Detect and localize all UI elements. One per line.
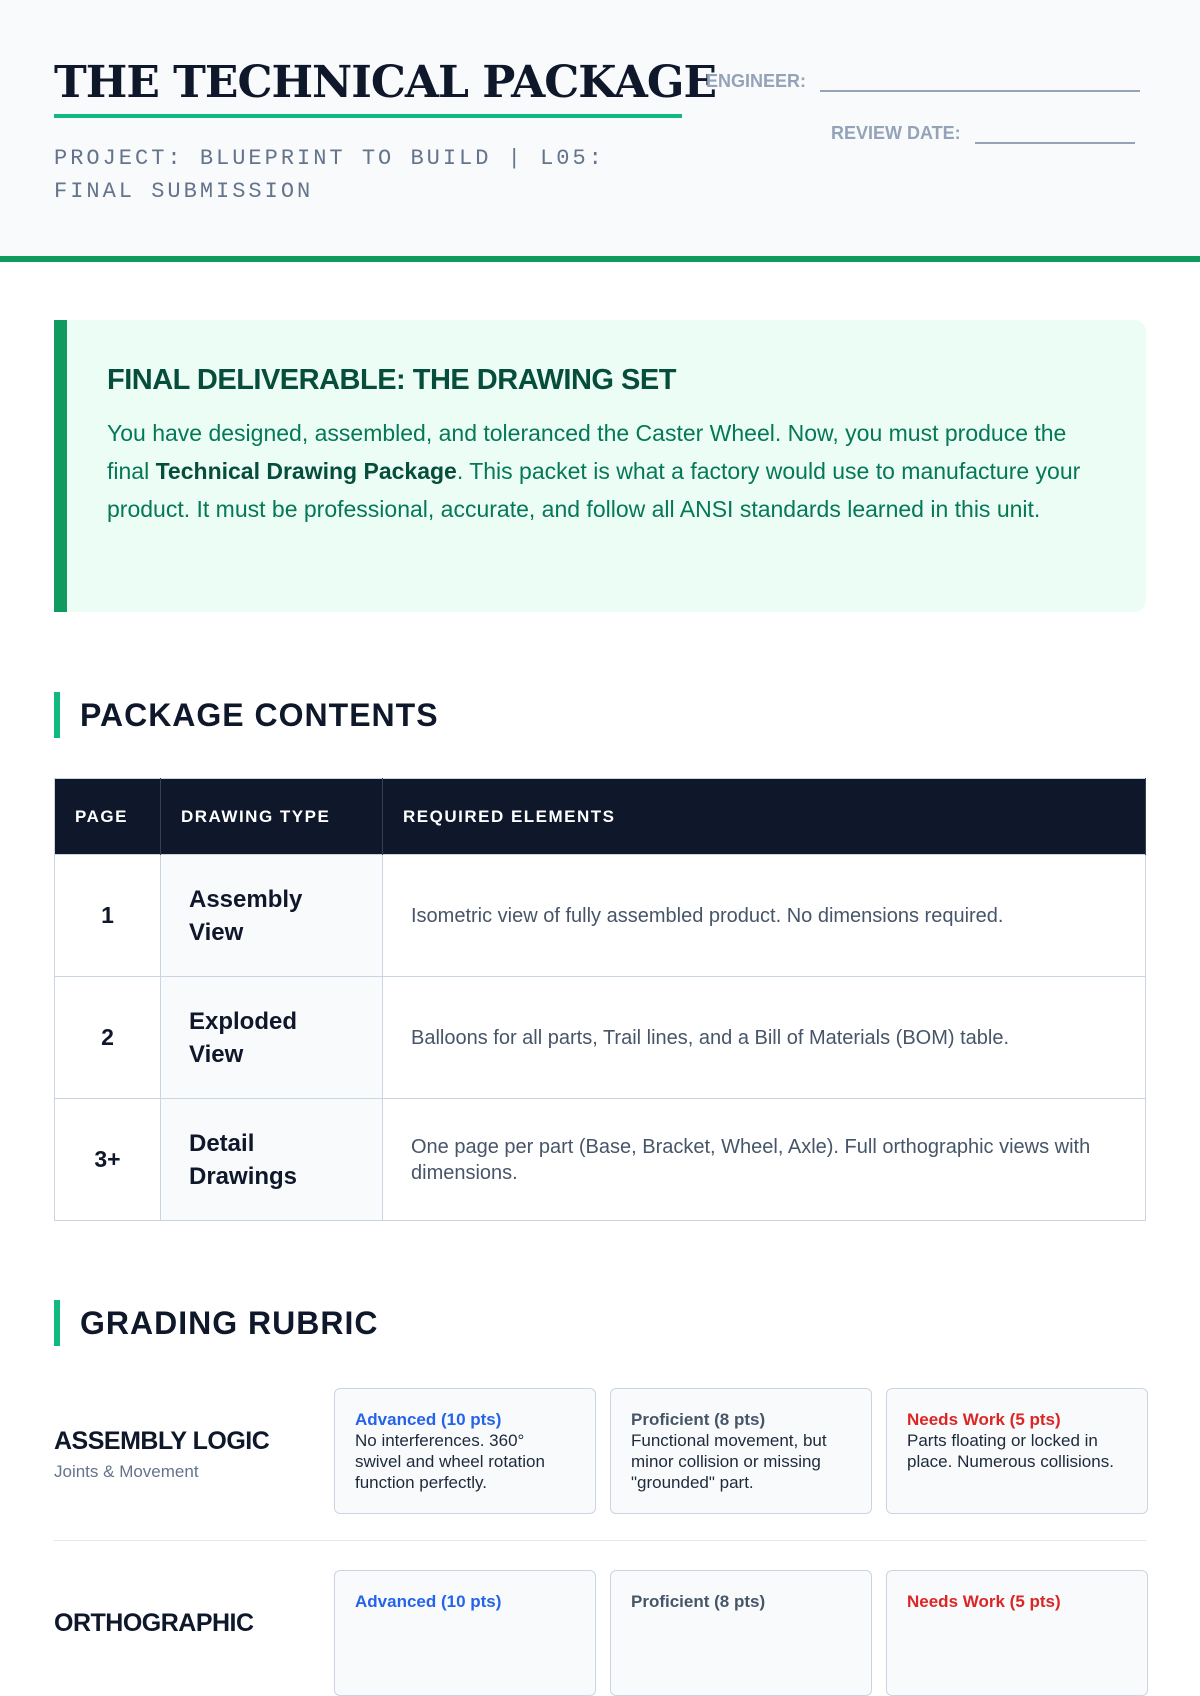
criterion-name: ASSEMBLY LOGIC	[54, 1427, 270, 1455]
drawing-type-cell: Exploded View	[161, 977, 383, 1099]
callout-body-intro: You have designed, assembled, and toleranced the Caster Wheel. Now, you must produce the final	[107, 420, 1067, 484]
drawing-type-cell: Assembly View	[161, 855, 383, 977]
level-description: No interferences. 360° swivel and wheel rotation function perfectly.	[355, 1431, 545, 1492]
rubric-divider	[54, 1540, 1146, 1541]
callout-body-rest: . This packet is what a factory would use to manufacture your product. It must be professional, accurate, and follow all ANSI standards learned in this unit.	[107, 458, 1081, 522]
level-description: Parts floating or locked in place. Numerous collisions.	[907, 1431, 1114, 1471]
package-contents-table	[54, 778, 1146, 1221]
rubric-level-advanced	[334, 1388, 596, 1514]
rubric-level-proficient	[610, 1570, 872, 1696]
drawing-type-cell: Detail Drawings	[161, 1099, 383, 1221]
table-header-row	[55, 779, 1146, 855]
callout-title: FINAL DELIVERABLE: THE DRAWING SET	[107, 364, 676, 396]
project-subtitle: PROJECT: BLUEPRINT TO BUILD | L05: FINAL SUBMISSION	[54, 146, 605, 204]
level-title-proficient: Proficient (8 pts)	[631, 1410, 766, 1429]
column-header-required-elements: REQUIRED ELEMENTS	[383, 779, 1146, 855]
review-date-blank-line	[975, 122, 1135, 144]
level-title-needs-work: Needs Work (5 pts)	[907, 1410, 1061, 1429]
engineer-label: ENGINEER:	[706, 71, 807, 91]
rubric-row-assembly-logic	[54, 1388, 1146, 1514]
rubric-level-needs-work	[886, 1388, 1148, 1514]
level-title-advanced: Advanced (10 pts)	[355, 1410, 502, 1429]
rubric-row-orthographic	[54, 1570, 1146, 1696]
required-elements-cell: Isometric view of fully assembled product. No dimensions required.	[383, 855, 1146, 977]
rubric-level-proficient	[610, 1388, 872, 1514]
rubric-level-needs-work	[886, 1570, 1148, 1696]
level-title-needs-work: Needs Work (5 pts)	[907, 1592, 1061, 1611]
callout-body-emphasis: Technical Drawing Package	[155, 458, 457, 484]
required-elements-cell: One page per part (Base, Bracket, Wheel, Axle). Full orthographic views with dimensions.	[383, 1099, 1146, 1221]
rubric-criterion	[54, 1608, 324, 1644]
criterion-name: ORTHOGRAPHIC	[54, 1609, 254, 1637]
deliverable-callout	[54, 320, 1146, 612]
table-row	[55, 977, 1146, 1099]
package-contents-heading: PACKAGE CONTENTS	[54, 692, 439, 738]
engineer-blank-line	[820, 70, 1140, 92]
review-date-label: REVIEW DATE:	[831, 123, 961, 143]
page-title: THE TECHNICAL PACKAGE	[54, 56, 682, 118]
level-title-advanced: Advanced (10 pts)	[355, 1592, 502, 1611]
callout-body	[107, 414, 1106, 528]
page-header	[0, 0, 1200, 262]
engineer-field	[706, 70, 1140, 92]
page-number-cell: 2	[55, 977, 161, 1099]
required-elements-cell: Balloons for all parts, Trail lines, and a Bill of Materials (BOM) table.	[383, 977, 1146, 1099]
review-date-field	[831, 122, 1135, 144]
column-header-page: PAGE	[55, 779, 161, 855]
rubric-level-advanced	[334, 1570, 596, 1696]
page-number-cell: 1	[55, 855, 161, 977]
grading-rubric-heading: GRADING RUBRIC	[54, 1300, 378, 1346]
column-header-drawing-type: DRAWING TYPE	[161, 779, 383, 855]
level-description: Functional movement, but minor collision or missing "grounded" part.	[631, 1431, 827, 1492]
table-row	[55, 1099, 1146, 1221]
table-row	[55, 855, 1146, 977]
rubric-criterion	[54, 1426, 324, 1482]
criterion-subtitle: Joints & Movement	[54, 1462, 199, 1481]
page-number-cell: 3+	[55, 1099, 161, 1221]
level-title-proficient: Proficient (8 pts)	[631, 1592, 766, 1611]
